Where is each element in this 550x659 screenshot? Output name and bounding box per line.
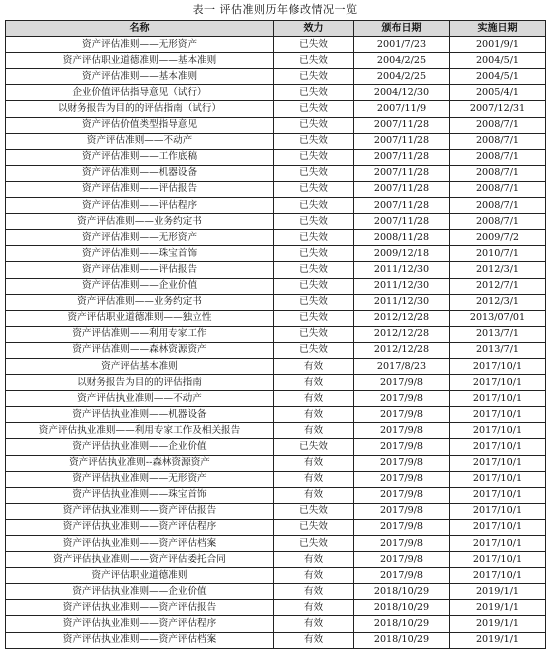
cell-name: 资产评估基本准则 xyxy=(6,358,274,374)
cell-effect: 有效 xyxy=(274,632,354,648)
cell-name: 资产评估准则——业务约定书 xyxy=(6,294,274,310)
table-body xyxy=(6,37,546,649)
cell-name: 资产评估准则——业务约定书 xyxy=(6,214,274,230)
cell-name: 资产评估职业道德准则——基本准则 xyxy=(6,53,274,69)
cell-name: 资产评估执业准则——企业价值 xyxy=(6,584,274,600)
cell-name: 资产评估准则——企业价值 xyxy=(6,278,274,294)
table-row xyxy=(6,487,546,503)
cell-name: 资产评估执业准则——企业价值 xyxy=(6,439,274,455)
cell-name: 资产评估执业准则——资产评估程序 xyxy=(6,519,274,535)
cell-name: 资产评估执业准则——资产评估档案 xyxy=(6,632,274,648)
cell-effective-date: 2004/5/1 xyxy=(450,53,546,69)
cell-publish-date: 2007/11/28 xyxy=(354,198,450,214)
cell-effective-date: 2008/7/1 xyxy=(450,181,546,197)
table-row xyxy=(6,53,546,69)
cell-effective-date: 2017/10/1 xyxy=(450,519,546,535)
cell-name: 资产评估准则——无形资产 xyxy=(6,37,274,53)
cell-effective-date: 2007/12/31 xyxy=(450,101,546,117)
cell-publish-date: 2017/9/8 xyxy=(354,536,450,552)
cell-effect: 有效 xyxy=(274,423,354,439)
cell-effective-date: 2013/7/1 xyxy=(450,342,546,358)
cell-effective-date: 2017/10/1 xyxy=(450,503,546,519)
header-effect: 效力 xyxy=(274,21,354,37)
cell-effect: 有效 xyxy=(274,391,354,407)
cell-effective-date: 2017/10/1 xyxy=(450,487,546,503)
table-row xyxy=(6,536,546,552)
cell-effective-date: 2008/7/1 xyxy=(450,133,546,149)
cell-publish-date: 2017/9/8 xyxy=(354,455,450,471)
cell-name: 资产评估执业准则——无形资产 xyxy=(6,471,274,487)
table-row xyxy=(6,117,546,133)
cell-publish-date: 2007/11/9 xyxy=(354,101,450,117)
table-row xyxy=(6,519,546,535)
cell-effective-date: 2012/3/1 xyxy=(450,294,546,310)
cell-effective-date: 2017/10/1 xyxy=(450,536,546,552)
cell-effect: 已失效 xyxy=(274,294,354,310)
table-row xyxy=(6,149,546,165)
cell-name: 资产评估执业准则——不动产 xyxy=(6,391,274,407)
cell-effective-date: 2008/7/1 xyxy=(450,117,546,133)
table-row xyxy=(6,246,546,262)
cell-effect: 有效 xyxy=(274,358,354,374)
cell-effective-date: 2019/1/1 xyxy=(450,616,546,632)
table-row xyxy=(6,503,546,519)
cell-effective-date: 2017/10/1 xyxy=(450,407,546,423)
cell-publish-date: 2018/10/29 xyxy=(354,600,450,616)
cell-effect: 已失效 xyxy=(274,503,354,519)
cell-name: 资产评估执业准则——资产评估程序 xyxy=(6,616,274,632)
standards-table xyxy=(5,20,546,649)
table-row xyxy=(6,375,546,391)
table-row xyxy=(6,358,546,374)
table-row xyxy=(6,278,546,294)
cell-publish-date: 2008/11/28 xyxy=(354,230,450,246)
cell-publish-date: 2017/9/8 xyxy=(354,423,450,439)
table-row xyxy=(6,471,546,487)
cell-effect: 已失效 xyxy=(274,326,354,342)
cell-publish-date: 2017/9/8 xyxy=(354,375,450,391)
cell-effect: 已失效 xyxy=(274,262,354,278)
cell-publish-date: 2012/12/28 xyxy=(354,310,450,326)
cell-name: 资产评估准则——森林资源资产 xyxy=(6,342,274,358)
table-row xyxy=(6,262,546,278)
cell-effect: 已失效 xyxy=(274,37,354,53)
table-row xyxy=(6,455,546,471)
table-row xyxy=(6,101,546,117)
cell-name: 资产评估准则——评估报告 xyxy=(6,181,274,197)
table-row xyxy=(6,552,546,568)
cell-effect: 已失效 xyxy=(274,53,354,69)
cell-publish-date: 2007/11/28 xyxy=(354,149,450,165)
cell-effective-date: 2012/3/1 xyxy=(450,262,546,278)
cell-publish-date: 2011/12/30 xyxy=(354,262,450,278)
table-row xyxy=(6,69,546,85)
cell-effect: 有效 xyxy=(274,584,354,600)
cell-name: 资产评估准则——评估报告 xyxy=(6,262,274,278)
table-caption: 表一 评估准则历年修改情况一览 xyxy=(192,3,358,16)
cell-effect: 有效 xyxy=(274,407,354,423)
cell-effect: 已失效 xyxy=(274,246,354,262)
cell-effective-date: 2013/07/01 xyxy=(450,310,546,326)
table-row xyxy=(6,165,546,181)
table-row xyxy=(6,632,546,648)
cell-publish-date: 2011/12/30 xyxy=(354,278,450,294)
cell-publish-date: 2017/9/8 xyxy=(354,552,450,568)
cell-effective-date: 2017/10/1 xyxy=(450,375,546,391)
cell-effect: 有效 xyxy=(274,600,354,616)
cell-effect: 有效 xyxy=(274,568,354,584)
cell-effective-date: 2019/1/1 xyxy=(450,632,546,648)
cell-effect: 有效 xyxy=(274,455,354,471)
cell-effective-date: 2017/10/1 xyxy=(450,439,546,455)
cell-name: 资产评估执业准则——资产评估报告 xyxy=(6,503,274,519)
table-row xyxy=(6,214,546,230)
cell-name: 资产评估执业准则——资产评估委托合同 xyxy=(6,552,274,568)
cell-effect: 已失效 xyxy=(274,439,354,455)
cell-effect: 已失效 xyxy=(274,85,354,101)
cell-publish-date: 2009/12/18 xyxy=(354,246,450,262)
table-row xyxy=(6,342,546,358)
cell-publish-date: 2017/9/8 xyxy=(354,487,450,503)
cell-effect: 已失效 xyxy=(274,278,354,294)
header-name: 名称 xyxy=(6,21,274,37)
cell-effective-date: 2004/5/1 xyxy=(450,69,546,85)
cell-effective-date: 2005/4/1 xyxy=(450,85,546,101)
table-row xyxy=(6,294,546,310)
cell-name: 资产评估准则——不动产 xyxy=(6,133,274,149)
cell-effect: 已失效 xyxy=(274,214,354,230)
cell-effective-date: 2001/9/1 xyxy=(450,37,546,53)
cell-effective-date: 2019/1/1 xyxy=(450,584,546,600)
cell-publish-date: 2017/9/8 xyxy=(354,471,450,487)
cell-effective-date: 2019/1/1 xyxy=(450,600,546,616)
table-row xyxy=(6,568,546,584)
header-publish-date: 颁布日期 xyxy=(354,21,450,37)
cell-name: 资产评估价值类型指导意见 xyxy=(6,117,274,133)
cell-effective-date: 2017/10/1 xyxy=(450,568,546,584)
cell-effective-date: 2017/10/1 xyxy=(450,391,546,407)
cell-publish-date: 2017/8/23 xyxy=(354,358,450,374)
cell-effect: 有效 xyxy=(274,487,354,503)
cell-effect: 已失效 xyxy=(274,536,354,552)
cell-publish-date: 2017/9/8 xyxy=(354,391,450,407)
cell-name: 资产评估准则——评估程序 xyxy=(6,198,274,214)
table-row xyxy=(6,85,546,101)
cell-name: 资产评估执业准则——利用专家工作及相关报告 xyxy=(6,423,274,439)
table-header xyxy=(6,21,546,37)
header-effective-date: 实施日期 xyxy=(450,21,546,37)
cell-effect: 已失效 xyxy=(274,198,354,214)
cell-effective-date: 2017/10/1 xyxy=(450,423,546,439)
table-row xyxy=(6,616,546,632)
cell-name: 资产评估执业准则--森林资源资产 xyxy=(6,455,274,471)
cell-effect: 已失效 xyxy=(274,519,354,535)
cell-effect: 已失效 xyxy=(274,342,354,358)
table-row xyxy=(6,133,546,149)
cell-effect: 已失效 xyxy=(274,165,354,181)
table-row xyxy=(6,600,546,616)
table-row xyxy=(6,310,546,326)
cell-effect: 已失效 xyxy=(274,117,354,133)
cell-name: 资产评估执业准则——资产评估报告 xyxy=(6,600,274,616)
cell-name: 资产评估执业准则——资产评估档案 xyxy=(6,536,274,552)
cell-publish-date: 2018/10/29 xyxy=(354,632,450,648)
table-row xyxy=(6,198,546,214)
cell-effect: 已失效 xyxy=(274,230,354,246)
table-row xyxy=(6,423,546,439)
cell-effective-date: 2010/7/1 xyxy=(450,246,546,262)
cell-publish-date: 2007/11/28 xyxy=(354,133,450,149)
cell-effect: 已失效 xyxy=(274,69,354,85)
cell-publish-date: 2007/11/28 xyxy=(354,165,450,181)
cell-publish-date: 2004/2/25 xyxy=(354,53,450,69)
cell-effective-date: 2013/7/1 xyxy=(450,326,546,342)
cell-effect: 已失效 xyxy=(274,101,354,117)
cell-effect: 已失效 xyxy=(274,149,354,165)
header-row xyxy=(6,21,546,37)
cell-publish-date: 2007/11/28 xyxy=(354,117,450,133)
cell-effective-date: 2008/7/1 xyxy=(450,149,546,165)
table-row xyxy=(6,391,546,407)
cell-effective-date: 2017/10/1 xyxy=(450,455,546,471)
table-row xyxy=(6,230,546,246)
cell-publish-date: 2017/9/8 xyxy=(354,519,450,535)
table-row xyxy=(6,181,546,197)
cell-publish-date: 2001/7/23 xyxy=(354,37,450,53)
cell-publish-date: 2018/10/29 xyxy=(354,616,450,632)
cell-effective-date: 2008/7/1 xyxy=(450,214,546,230)
cell-effective-date: 2009/7/2 xyxy=(450,230,546,246)
cell-name: 以财务报告为目的的评估指南（试行） xyxy=(6,101,274,117)
cell-name: 以财务报告为目的的评估指南 xyxy=(6,375,274,391)
cell-effect: 已失效 xyxy=(274,133,354,149)
cell-publish-date: 2004/2/25 xyxy=(354,69,450,85)
cell-publish-date: 2012/12/28 xyxy=(354,342,450,358)
cell-publish-date: 2007/11/28 xyxy=(354,181,450,197)
table-row xyxy=(6,439,546,455)
cell-effective-date: 2017/10/1 xyxy=(450,471,546,487)
cell-effective-date: 2008/7/1 xyxy=(450,165,546,181)
cell-effect: 已失效 xyxy=(274,310,354,326)
cell-name: 资产评估准则——工作底稿 xyxy=(6,149,274,165)
cell-publish-date: 2017/9/8 xyxy=(354,439,450,455)
cell-publish-date: 2011/12/30 xyxy=(354,294,450,310)
cell-effective-date: 2017/10/1 xyxy=(450,552,546,568)
table-row xyxy=(6,407,546,423)
cell-effect: 有效 xyxy=(274,471,354,487)
table-row xyxy=(6,326,546,342)
table-row xyxy=(6,584,546,600)
cell-name: 资产评估准则——利用专家工作 xyxy=(6,326,274,342)
cell-name: 资产评估准则——珠宝首饰 xyxy=(6,246,274,262)
cell-name: 资产评估职业道德准则——独立性 xyxy=(6,310,274,326)
cell-publish-date: 2017/9/8 xyxy=(354,503,450,519)
cell-publish-date: 2007/11/28 xyxy=(354,214,450,230)
cell-publish-date: 2012/12/28 xyxy=(354,326,450,342)
cell-effect: 已失效 xyxy=(274,181,354,197)
table-row xyxy=(6,37,546,53)
cell-effect: 有效 xyxy=(274,375,354,391)
cell-publish-date: 2018/10/29 xyxy=(354,584,450,600)
cell-publish-date: 2017/9/8 xyxy=(354,568,450,584)
cell-publish-date: 2004/12/30 xyxy=(354,85,450,101)
cell-effect: 有效 xyxy=(274,616,354,632)
cell-name: 资产评估准则——机器设备 xyxy=(6,165,274,181)
cell-name: 资产评估准则——无形资产 xyxy=(6,230,274,246)
cell-name: 资产评估执业准则——机器设备 xyxy=(6,407,274,423)
cell-name: 资产评估执业准则——珠宝首饰 xyxy=(6,487,274,503)
cell-name: 资产评估职业道德准则 xyxy=(6,568,274,584)
cell-name: 企业价值评估指导意见（试行） xyxy=(6,85,274,101)
cell-effective-date: 2017/10/1 xyxy=(450,358,546,374)
cell-name: 资产评估准则——基本准则 xyxy=(6,69,274,85)
cell-publish-date: 2017/9/8 xyxy=(354,407,450,423)
cell-effective-date: 2012/7/1 xyxy=(450,278,546,294)
cell-effective-date: 2008/7/1 xyxy=(450,198,546,214)
cell-effect: 有效 xyxy=(274,552,354,568)
